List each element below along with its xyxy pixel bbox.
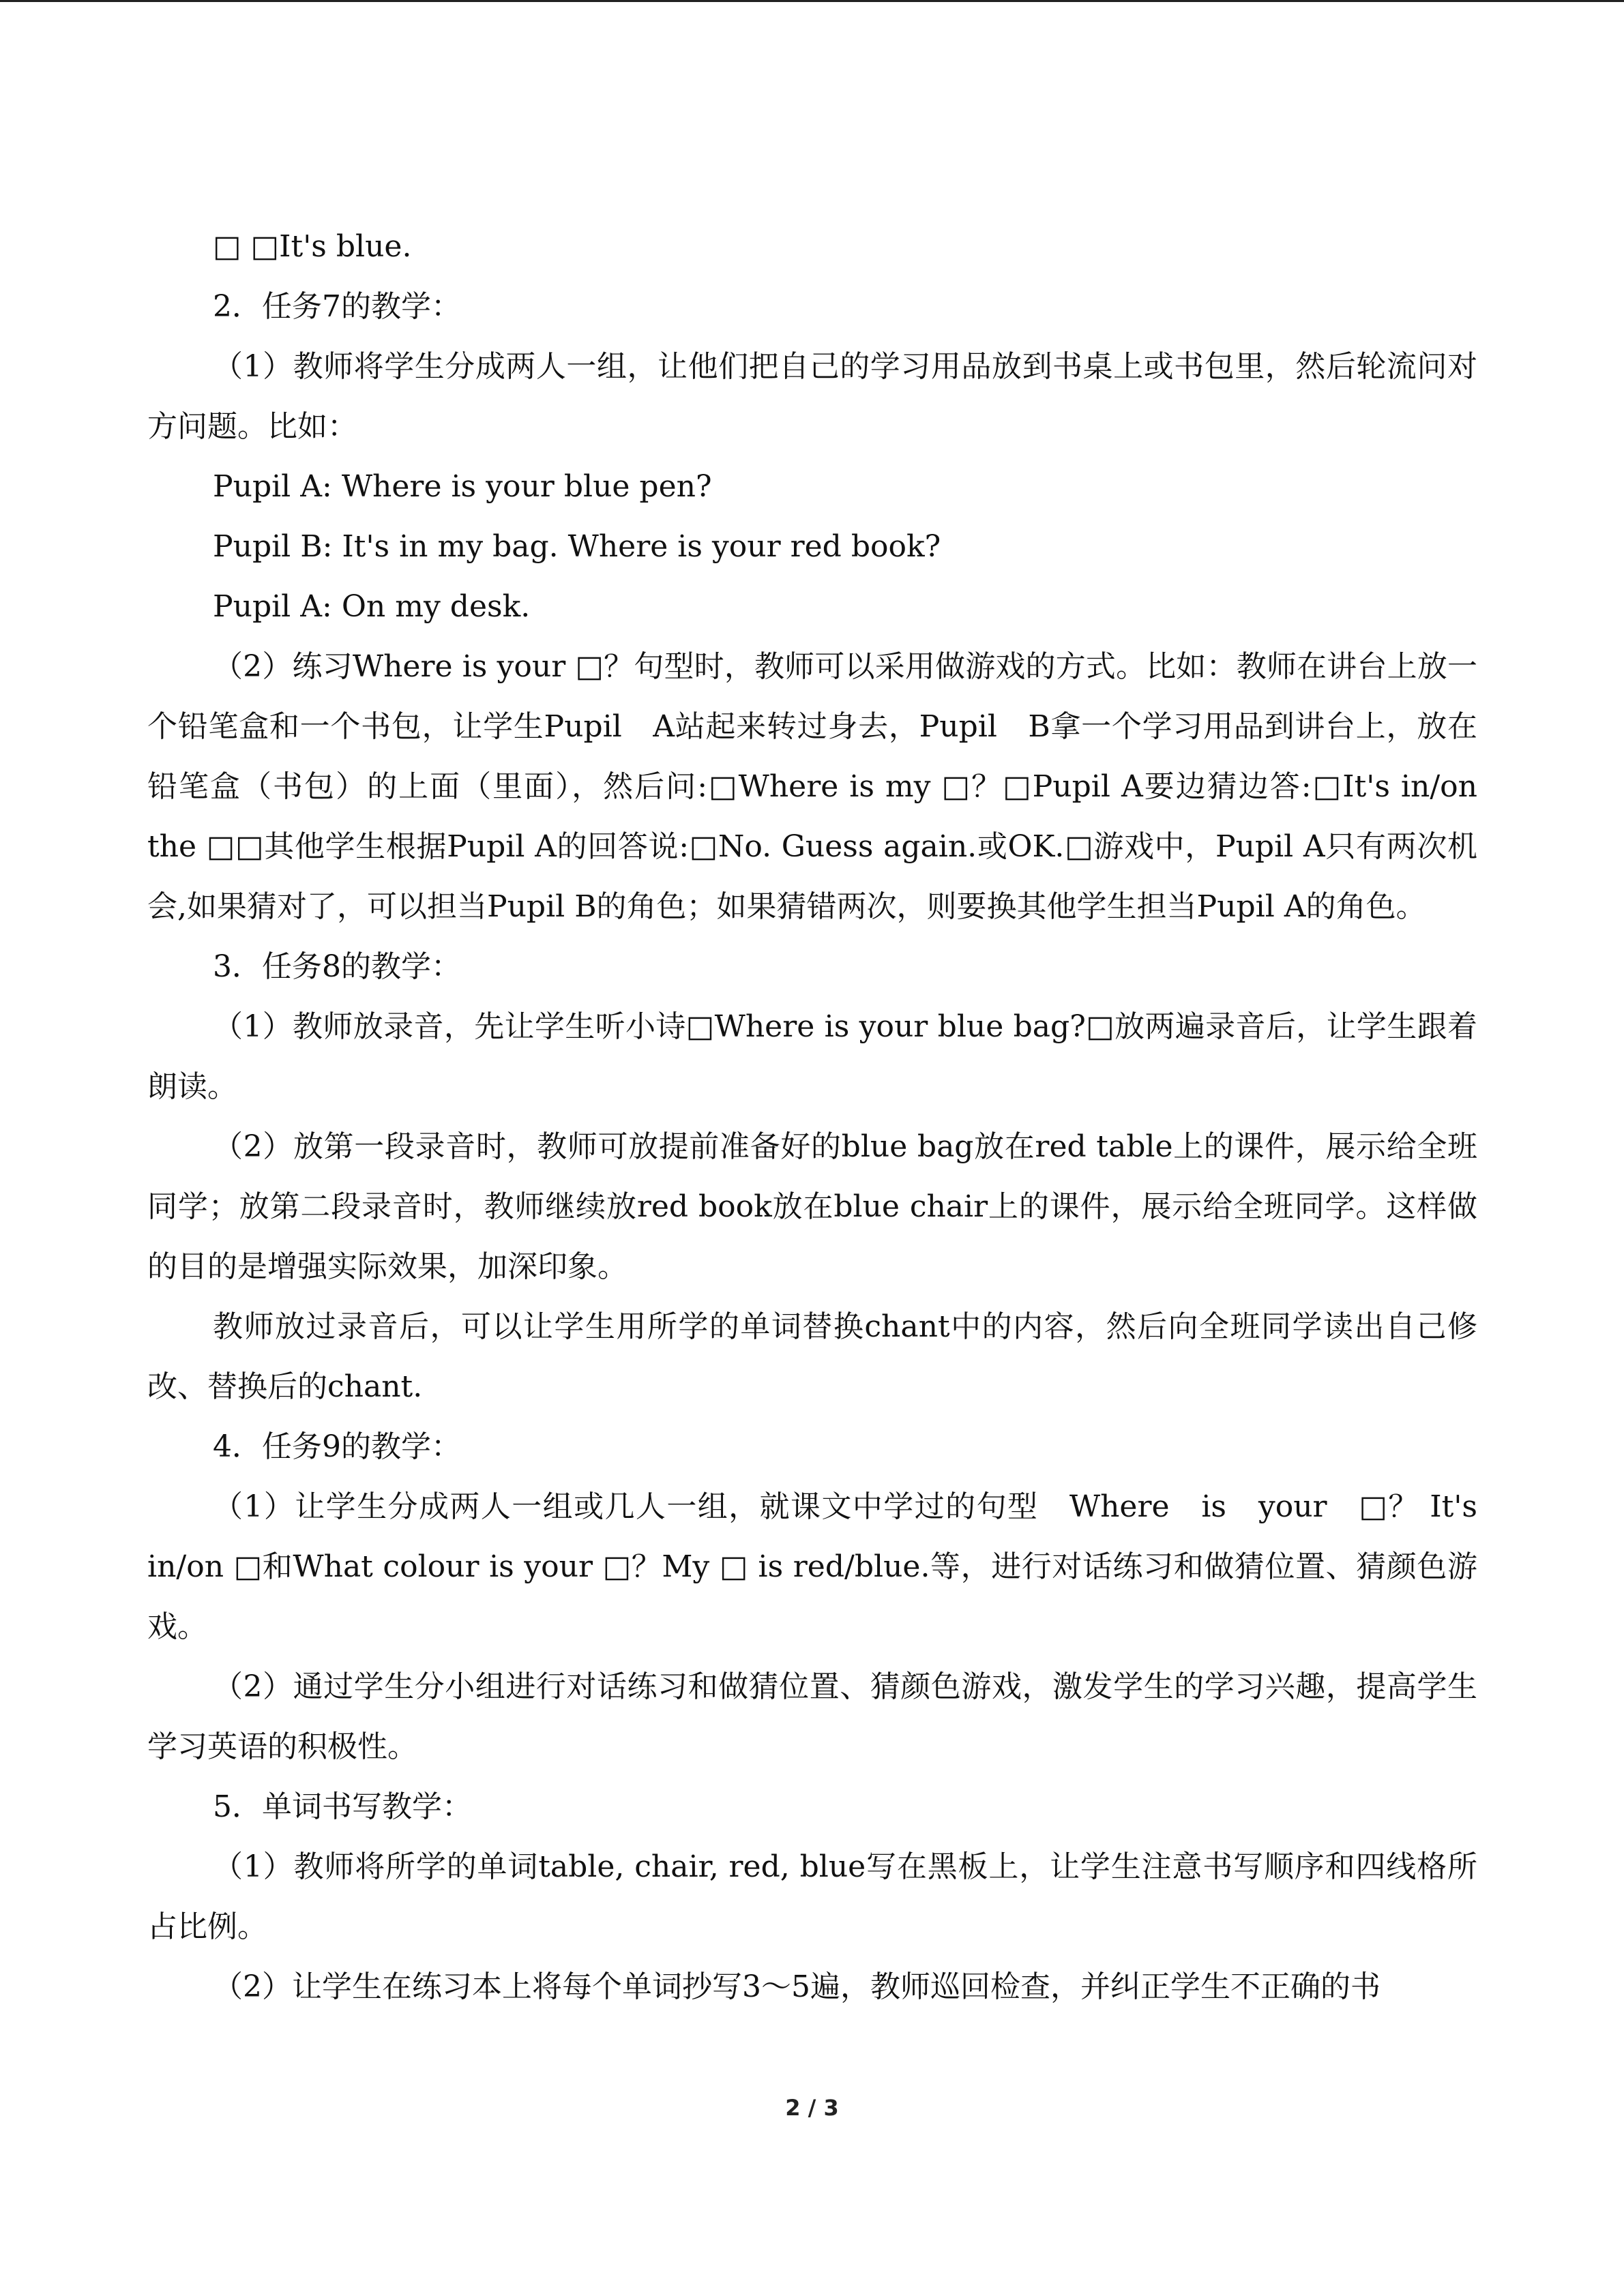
top-border-line bbox=[0, 0, 1624, 2]
paragraph-task7-step1: （1）教师将学生分成两人一组，让他们把自己的学习用品放到书桌上或书包里，然后轮流问对方问题。比如： bbox=[147, 349, 1477, 444]
paragraph-task9-step2: （2）通过学生分小组进行对话练习和做猜位置、猜颜色游戏，激发学生的学习兴趣，提高学生学习英语的积极性。 bbox=[147, 1669, 1477, 1764]
heading-task-9: 4．任务9的教学： bbox=[213, 1429, 461, 1464]
paragraph-writing-step2: （2）让学生在练习本上将每个单词抄写3～5遍，教师巡回检查，并纠正学生不正确的书 bbox=[213, 1969, 1381, 2004]
document-body bbox=[147, 217, 1477, 2017]
paragraph-writing-step1: （1）教师将所学的单词table, chair, red, blue写在黑板上，让学生注意书写顺序和四线格所占比例。 bbox=[147, 1849, 1477, 1944]
dialogue-line-2: Pupil B: It's in my bag. Where is your red book? bbox=[213, 529, 941, 564]
heading-word-writing: 5．单词书写教学： bbox=[213, 1789, 472, 1824]
paragraph-task7-step2: （2）练习Where is your □？句型时，教师可以采用做游戏的方式。比如：教师在讲台上放一个铅笔盒和一个书包，让学生Pupil A站起来转过身去，Pupil B拿一个学习用品到讲台上，放在铅笔盒（书包）的上面（里面），然后问:□Where is my □？□Pupil A要边猜边答:□It's in/on the □□其他学生根据Pupil A的回答说:□No. Guess again.或OK.□游戏中，Pupil A只有两次机会,如果猜对了，可以担当Pupil B的角色；如果猜错两次，则要换其他学生担当Pupil A的角色。 bbox=[147, 649, 1477, 924]
dialogue-line-1: Pupil A: Where is your blue pen? bbox=[213, 469, 712, 504]
heading-task-8: 3．任务8的教学： bbox=[213, 949, 461, 984]
paragraph-task8-step2: （2）放第一段录音时，教师可放提前准备好的blue bag放在red table上的课件，展示给全班同学；放第二段录音时，教师继续放red book放在blue chair上的课件，展示给全班同学。这样做的目的是增强实际效果，加深印象。 bbox=[147, 1129, 1477, 1284]
heading-task-7: 2．任务7的教学： bbox=[213, 289, 461, 324]
paragraph-task8-step1: （1）教师放录音，先让学生听小诗□Where is your blue bag?□放两遍录音后，让学生跟着朗读。 bbox=[147, 1009, 1477, 1104]
page-number: 2 / 3 bbox=[785, 2095, 839, 2121]
paragraph-task9-step1: （1）让学生分成两人一组或几人一组，就课文中学过的句型 Where is your □？ It's in/on □和What colour is your □？My □ is red/blue.等，进行对话练习和做猜位置、猜颜色游戏。 bbox=[147, 1489, 1477, 1644]
paragraph-task8-chant: 教师放过录音后，可以让学生用所学的单词替换chant中的内容，然后向全班同学读出自己修改、替换后的chant. bbox=[147, 1309, 1477, 1404]
paragraph-its-blue: □ □It's blue. bbox=[213, 229, 412, 264]
dialogue-line-3: Pupil A: On my desk. bbox=[213, 589, 531, 624]
